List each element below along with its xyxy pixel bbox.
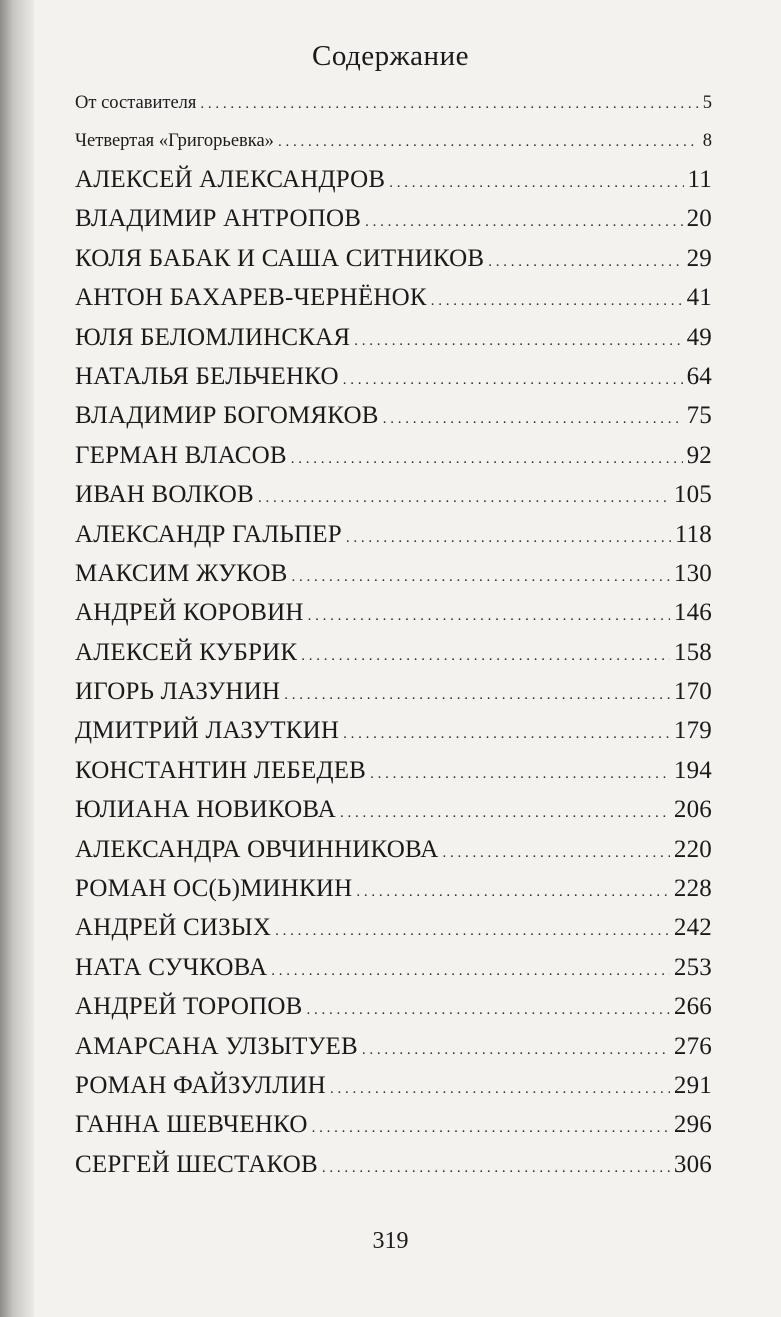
toc-entry-title: АНТОН БАХАРЕВ-ЧЕРНЁНОК xyxy=(75,284,427,312)
toc-entry-title: РОМАН ФАЙЗУЛЛИН xyxy=(75,1071,326,1099)
toc-entry xyxy=(75,633,712,672)
toc-entry xyxy=(75,751,712,790)
toc-entry-title: АЛЕКСАНДР ГАЛЬПЕР xyxy=(75,520,342,548)
toc-entry-title: ГАННА ШЕВЧЕНКО xyxy=(75,1111,308,1139)
toc-entry-page: 220 xyxy=(673,835,712,863)
toc-entry-title: ИГОРЬ ЛАЗУНИН xyxy=(75,678,281,706)
toc-entry xyxy=(75,1027,712,1066)
toc-leader-dots xyxy=(258,479,670,518)
toc-entry xyxy=(75,869,712,908)
toc-entry xyxy=(75,672,712,711)
toc-entry-page: 20 xyxy=(686,205,712,233)
toc-entry xyxy=(75,830,712,869)
toc-entry-page: 158 xyxy=(673,638,712,666)
toc-leader-dots xyxy=(346,519,671,558)
toc-entry xyxy=(75,475,712,514)
toc-entry-title: СЕРГЕЙ ШЕСТАКОВ xyxy=(75,1150,318,1178)
page-title: Содержание xyxy=(312,40,469,72)
toc-entry xyxy=(75,1145,712,1184)
toc-entry-page: 276 xyxy=(673,1032,712,1060)
toc-entry-page: 194 xyxy=(673,756,712,784)
toc-leader-dots xyxy=(278,123,699,161)
toc-entry-page: 291 xyxy=(673,1071,712,1099)
toc-entry-title: Четвертая «Григорьевка» xyxy=(75,131,274,151)
toc-entry-title: НАТА СУЧКОВА xyxy=(75,953,268,981)
toc-entry xyxy=(75,436,712,475)
toc-entry xyxy=(75,357,712,396)
toc-leader-dots xyxy=(306,991,669,1030)
toc-entry-title: АЛЕКСАНДРА ОВЧИННИКОВА xyxy=(75,835,439,863)
toc-leader-dots xyxy=(291,440,683,479)
toc-entry-title: МАКСИМ ЖУКОВ xyxy=(75,559,288,587)
toc-leader-dots xyxy=(389,164,683,203)
toc-entry-title: АЛЕКСЕЙ КУБРИК xyxy=(75,638,298,666)
toc-entry-page: 146 xyxy=(673,599,712,627)
toc-entry-title: ДМИТРИЙ ЛАЗУТКИН xyxy=(75,717,340,745)
toc-entry-title: КОНСТАНТИН ЛЕБЕДЕВ xyxy=(75,756,367,784)
toc-entry-title: От составителя xyxy=(75,93,197,113)
toc-entry xyxy=(75,396,712,435)
toc-entry-page: 179 xyxy=(673,717,712,745)
toc-entry-page: 92 xyxy=(686,441,712,469)
toc-entry xyxy=(75,987,712,1026)
toc-entry xyxy=(75,515,712,554)
toc-leader-dots xyxy=(443,834,670,873)
toc-entry-page: 228 xyxy=(673,875,712,903)
toc-entry-title: АНДРЕЙ КОРОВИН xyxy=(75,599,304,627)
toc-leader-dots xyxy=(365,203,682,242)
toc-leader-dots xyxy=(312,1109,670,1148)
toc-entry xyxy=(75,790,712,829)
toc-entry-title: ИВАН ВОЛКОВ xyxy=(75,481,254,509)
toc-leader-dots xyxy=(340,794,670,833)
toc-leader-dots xyxy=(431,282,683,321)
toc-entry-page: 41 xyxy=(686,284,712,312)
toc-entry-page: 130 xyxy=(673,559,712,587)
toc-leader-dots xyxy=(356,873,669,912)
toc-leader-dots xyxy=(383,400,683,439)
toc-leader-dots xyxy=(291,558,669,597)
toc-entry-title: ВЛАДИМИР АНТРОПОВ xyxy=(75,205,362,233)
toc-entry xyxy=(75,554,712,593)
toc-entry-page: 170 xyxy=(673,678,712,706)
toc-entry-title: АНДРЕЙ СИЗЫХ xyxy=(75,914,272,942)
toc-entry-title: АНДРЕЙ ТОРОПОВ xyxy=(75,993,303,1021)
toc-entry xyxy=(75,711,712,750)
toc-leader-dots xyxy=(343,715,670,754)
toc-entry-title: ГЕРМАН ВЛАСОВ xyxy=(75,441,287,469)
toc-entry-page: 75 xyxy=(686,402,712,430)
toc-entry-title: КОЛЯ БАБАК И САША СИТНИКОВ xyxy=(75,244,485,272)
toc-leader-dots xyxy=(284,676,670,715)
toc-entry-title: ВЛАДИМИР БОГОМЯКОВ xyxy=(75,402,379,430)
toc-entry xyxy=(75,593,712,632)
toc-entry-page: 8 xyxy=(702,131,712,151)
toc-entry-page: 206 xyxy=(673,796,712,824)
toc-leader-dots xyxy=(200,85,698,123)
toc-entry xyxy=(75,1066,712,1105)
toc-entry-page: 105 xyxy=(673,481,712,509)
toc-leader-dots xyxy=(362,1031,670,1070)
toc-leader-dots xyxy=(322,1149,670,1188)
toc-leader-dots xyxy=(488,243,682,282)
toc-entry xyxy=(75,1105,712,1144)
toc-entry-page: 5 xyxy=(702,93,712,113)
toc-leader-dots xyxy=(271,952,670,991)
toc-entry-title: ЮЛИАНА НОВИКОВА xyxy=(75,796,336,824)
page-number: 319 xyxy=(372,1228,409,1254)
toc-entry xyxy=(75,318,712,357)
toc-leader-dots xyxy=(343,361,683,400)
toc-entry-page: 242 xyxy=(673,914,712,942)
toc-leader-dots xyxy=(308,597,670,636)
toc-entry-page: 118 xyxy=(674,520,712,548)
toc-leader-dots xyxy=(354,322,682,361)
toc-entry xyxy=(75,278,712,317)
toc-entry-page: 29 xyxy=(686,244,712,272)
toc-entry-page: 266 xyxy=(673,993,712,1021)
toc-entry-page: 11 xyxy=(687,166,712,193)
toc-entry-page: 64 xyxy=(686,362,712,390)
toc-entry-title: НАТАЛЬЯ БЕЛЬЧЕНКО xyxy=(75,362,339,390)
toc-entry-title: АМАРСАНА УЛЗЫТУЕВ xyxy=(75,1032,358,1060)
toc-leader-dots xyxy=(275,912,670,951)
toc-entry-page: 253 xyxy=(673,953,712,981)
toc-entry xyxy=(75,84,712,122)
toc-leader-dots xyxy=(330,1070,670,1109)
toc-entry-title: АЛЕКСЕЙ АЛЕКСАНДРОВ xyxy=(75,166,386,193)
toc-entry-page: 49 xyxy=(686,323,712,351)
toc-entry-title: РОМАН ОС(Ь)МИНКИН xyxy=(75,875,353,903)
toc-entry xyxy=(75,239,712,278)
toc-leader-dots xyxy=(301,637,670,676)
toc-entry-page: 306 xyxy=(673,1150,712,1178)
toc-entry xyxy=(75,122,712,160)
toc-entry xyxy=(75,160,712,199)
toc-entry xyxy=(75,948,712,987)
toc-leader-dots xyxy=(370,755,670,794)
toc-entry xyxy=(75,908,712,947)
toc-entry-page: 296 xyxy=(673,1111,712,1139)
toc-entry xyxy=(75,199,712,238)
toc-entry-title: ЮЛЯ БЕЛОМЛИНСКАЯ xyxy=(75,323,351,351)
table-of-contents xyxy=(75,84,712,1184)
